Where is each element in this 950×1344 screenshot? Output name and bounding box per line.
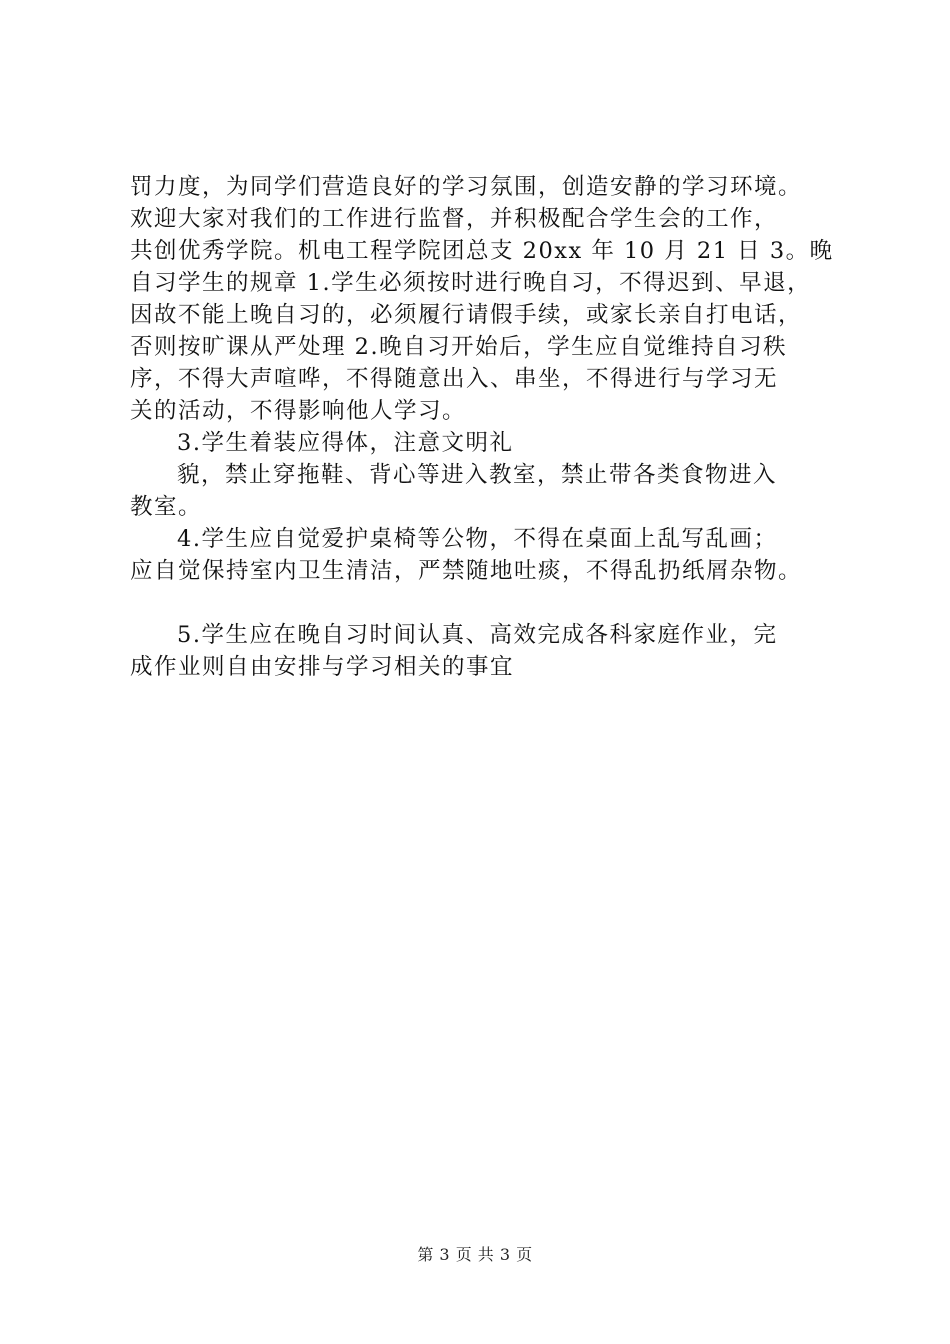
text-line: 4.学生应自觉爱护桌椅等公物，不得在桌面上乱写乱画；: [177, 526, 778, 552]
text-line: 教室。: [130, 494, 203, 520]
text-line: 应自觉保持室内卫生清洁，严禁随地吐痰，不得乱扔纸屑杂物。: [130, 558, 803, 584]
text-line: 关的活动，不得影响他人学习。: [130, 398, 467, 424]
text-line: 罚力度，为同学们营造良好的学习氛围，创造安静的学习环境。: [130, 174, 803, 200]
paragraph-spacer: [130, 587, 850, 619]
text-line: 3.学生着装应得体，注意文明礼: [177, 430, 514, 456]
text-line: 5.学生应在晚自习时间认真、高效完成各科家庭作业，完: [177, 622, 778, 648]
text-line: 否则按旷课从严处理 2.晚自习开始后，学生应自觉维持自习秩: [130, 334, 788, 360]
text-line: 欢迎大家对我们的工作进行监督，并积极配合学生会的工作，: [130, 206, 779, 232]
text-line: 序，不得大声喧哗，不得随意出入、串坐，不得进行与学习无: [130, 366, 779, 392]
text-line: 共创优秀学院。机电工程学院团总支 20xx 年 10 月 21 日 3。晚: [130, 238, 834, 264]
text-line: 因故不能上晚自习的，必须履行请假手续，或家长亲自打电话，: [130, 302, 803, 328]
page-footer: [0, 1245, 950, 1265]
document-body: [130, 171, 850, 683]
text-line: 貌，禁止穿拖鞋、背心等进入教室，禁止带各类食物进入: [177, 462, 778, 488]
text-line: 成作业则自由安排与学习相关的事宜: [130, 654, 515, 680]
text-line: 自习学生的规章 1.学生必须按时进行晚自习，不得迟到、早退，: [130, 270, 812, 296]
page-number-label: 第 3 页 共 3 页: [417, 1245, 533, 1264]
